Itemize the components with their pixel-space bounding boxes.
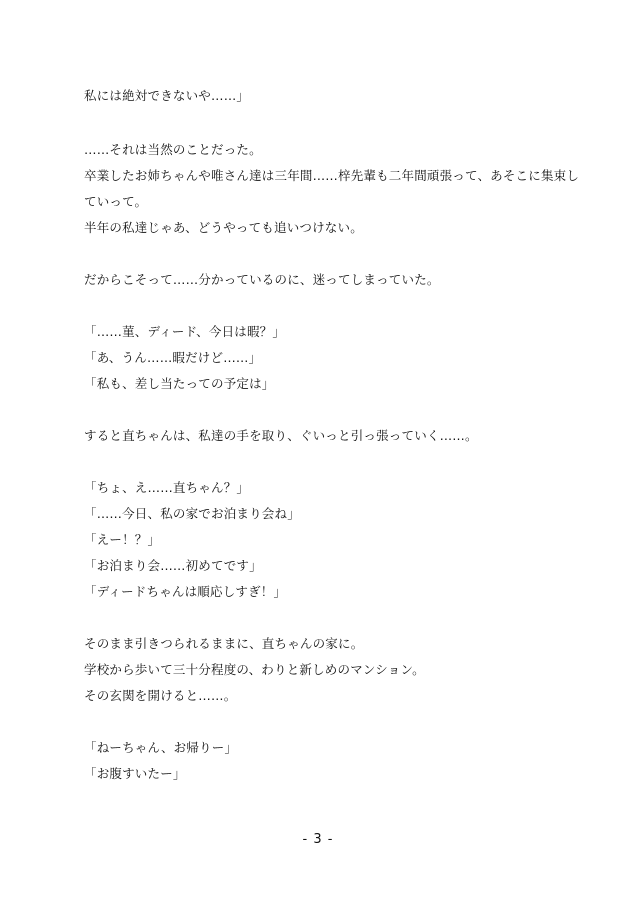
- text-line: 卒業したお姉ちゃんや唯さん達は三年間……梓先輩も二年間頑張って、あそこに集束し: [84, 168, 580, 183]
- page-number: - 3 -: [302, 832, 334, 847]
- text-line: その玄関を開けると……。: [84, 688, 237, 703]
- text-line: だからこそって……分かっているのに、迷ってしまっていた。: [84, 272, 440, 287]
- dialogue-line: 「ちょ、え……直ちゃん？」: [84, 480, 250, 495]
- text-line: ……それは当然のことだった。: [84, 142, 262, 157]
- text-line: そのまま引きつられるままに、直ちゃんの家に。: [84, 636, 364, 651]
- dialogue-line: 「……菫、ディード、今日は暇？」: [84, 324, 286, 339]
- dialogue-line: 「ディードちゃんは順応しすぎ！」: [84, 584, 287, 599]
- text-line: 半年の私達じゃあ、どうやっても追いつけない。: [84, 220, 363, 235]
- text-line: すると直ちゃんは、私達の手を取り、ぐいっと引っ張っていく……。: [84, 428, 478, 443]
- dialogue-line: 「ねーちゃん、お帰りー」: [84, 740, 238, 755]
- text-line: 私には絶対できないや……」: [84, 88, 250, 103]
- text-line: ていって。: [84, 194, 148, 209]
- dialogue-line: 「……今日、私の家でお泊まり会ね」: [84, 506, 300, 521]
- text-line: 学校から歩いて三十分程度の、わりと新しめのマンション。: [84, 662, 425, 677]
- dialogue-line: 「お腹すいたー」: [84, 766, 186, 781]
- dialogue-line: 「お泊まり会……初めてです」: [84, 558, 262, 573]
- dialogue-line: 「えー！？」: [84, 532, 161, 547]
- dialogue-line: 「私も、差し当たっての予定は」: [84, 376, 275, 391]
- dialogue-line: 「あ、うん……暇だけど……」: [84, 350, 262, 365]
